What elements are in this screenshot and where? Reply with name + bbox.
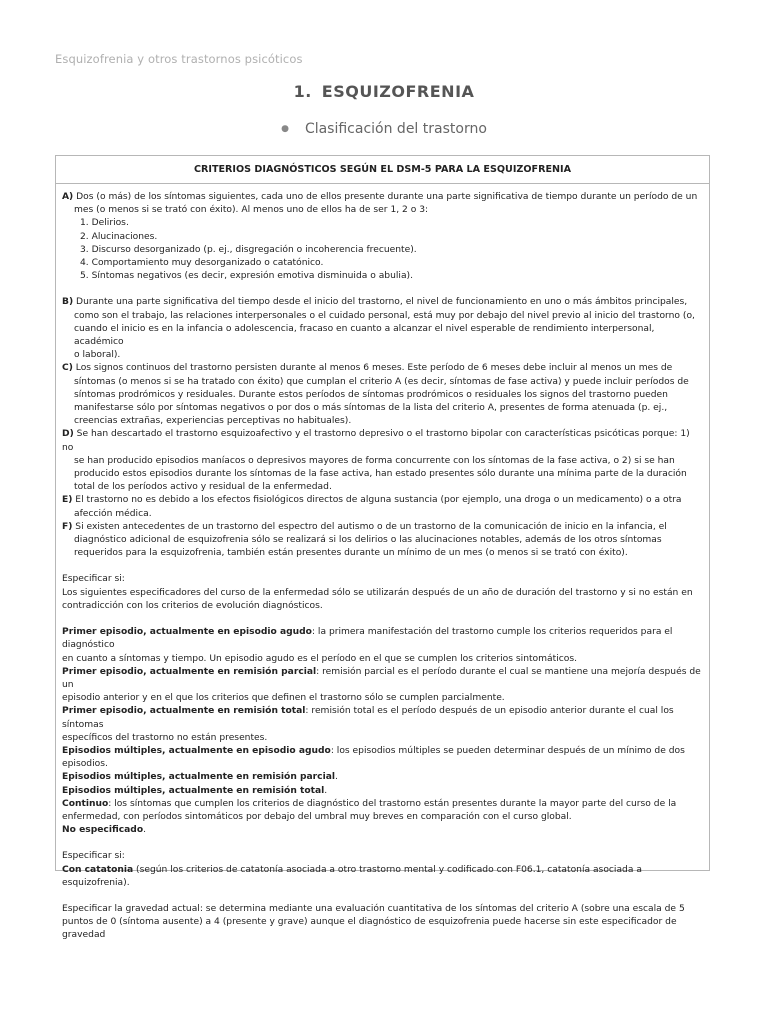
specifier-text: enfermedad, con períodos sintomáticos por debajo del umbral muy breves en comparación con el curso global. — [62, 811, 572, 822]
criterion-letter: B) — [62, 297, 74, 308]
specifier-text: : los episodios múltiples se pueden determinar después de un mínimo de dos — [330, 745, 685, 756]
paragraph-line: contradicción con los criterios de evolución diagnósticos. — [62, 600, 323, 611]
specifier-text: . — [335, 772, 338, 783]
specifier-term: Primer episodio, actualmente en remisión total — [62, 706, 306, 717]
criterion-f — [62, 521, 703, 561]
criteria-table-header: CRITERIOS DIAGNÓSTICOS SEGÚN EL DSM-5 PARA LA ESQUIZOFRENIA — [56, 156, 709, 184]
course-specifier — [62, 798, 703, 811]
criterion-letter: D) — [62, 429, 74, 440]
course-specifier — [62, 785, 703, 798]
course-specifiers — [62, 626, 703, 837]
specifier-text: . — [143, 825, 146, 836]
criterion-a — [62, 191, 703, 283]
specifier-catatonia — [62, 850, 703, 890]
chapter-title — [0, 82, 768, 101]
criteria-table — [55, 155, 710, 941]
list-item: 3. Discurso desorganizado (p. ej., disgregación o incoherencia frecuente). — [80, 244, 417, 255]
specifier-term: Episodios múltiples, actualmente en episodio agudo — [62, 745, 331, 756]
course-specifier — [62, 626, 703, 652]
chapter-title-text: ESQUIZOFRENIA — [321, 82, 475, 101]
specifier-text: : remisión total es el período después de un episodio anterior durante el cual los síntomas — [62, 706, 674, 730]
list-item: 2. Alucinaciones. — [80, 231, 158, 242]
criterion-text: creencias extrañas, experiencias perceptivas no habituales). — [74, 416, 352, 427]
specifier-text: específicos del trastorno no están presentes. — [62, 732, 268, 743]
criterion-text: como son el trabajo, las relaciones interpersonales o el cuidado personal, está muy por debajo del nivel previo al inicio del trastorno (o, — [74, 310, 695, 321]
criterion-text: producido estos episodios durante los síntomas de la fase activa, han estado presentes sólo durante una mínima parte de la duración — [74, 469, 687, 480]
criterion-text: Dos (o más) de los síntomas siguientes, cada uno de ellos presente durante una parte significativa de tiempo durante un período de un — [73, 192, 698, 202]
course-specifier — [62, 824, 703, 837]
criterion-text: requeridos para la esquizofrenia, también están presentes durante un mínimo de un mes (o menos si se trató con éxito). — [74, 548, 628, 559]
criterion-text: mes (o menos si se trató con éxito). Al menos uno de ellos ha de ser 1, 2 o 3: — [74, 205, 429, 216]
criterion-text: afección médica. — [74, 508, 152, 519]
criterion-letter: C) — [62, 363, 73, 374]
criteria-table-body — [56, 184, 709, 943]
criterion-c — [62, 362, 703, 428]
criterion-letter: E) — [62, 495, 73, 506]
criterion-text: cuando el inicio es en la infancia o adolescencia, fracaso en cuanto a alcanzar el nivel esperable de rendimiento interpersonal, académico — [74, 323, 655, 348]
list-item: 1. Delirios. — [80, 218, 129, 229]
criterion-text: Durante una parte significativa del tiempo desde el inicio del trastorno, el nivel de funcionamiento en uno o más ámbitos principales, — [73, 297, 688, 308]
course-specifier — [62, 705, 703, 731]
criterion-text: o laboral). — [74, 350, 121, 361]
criterion-text: Se han descartado el trastorno esquizoafectivo y el trastorno depresivo o el trastorno bipolar con características psicóticas porque: 1) no — [62, 429, 690, 453]
criterion-text: Los signos continuos del trastorno persisten durante al menos 6 meses. Este período de 6 meses debe incluir al menos un mes de — [72, 363, 673, 374]
course-specifier — [62, 745, 703, 758]
section-heading — [0, 121, 768, 137]
paragraph-line: puntos de 0 (síntoma ausente) a 4 (presente y grave) aunque el diagnóstico de esquizofrenia puede hacerse sin este especificador de — [62, 917, 677, 928]
paragraph-line: Los siguientes especificadores del curso de la enfermedad sólo se utilizarán después de un año de duración del trastorno y si no están en — [62, 587, 693, 598]
course-specifier — [62, 771, 703, 784]
severity-specifier — [62, 903, 703, 943]
criterion-text: síntomas (o menos si se ha tratado con éxito) que cumplan el criterio A (es decir, síntomas de fase activa) y puede incluir períodos de — [74, 376, 689, 387]
paragraph-line: Especificar la gravedad actual: se determina mediante una evaluación cuantitativa de los síntomas del criterio A (sobre una escala de 5 — [62, 903, 685, 914]
specifier-text: (según los criterios de catatonía asociada a otro trastorno mental y codificado con F06.1, catatonía asociada a esquizofrenia). — [62, 864, 642, 888]
criterion-text: total de los períodos activo y residual de la enfermedad. — [74, 482, 332, 493]
course-specifier — [62, 864, 703, 890]
criterion-text: El trastorno no es debido a los efectos fisiológicos directos de alguna sustancia (por ejemplo, una droga o un medicamento) o a otra — [72, 495, 682, 506]
specifier-course-intro — [62, 573, 703, 613]
specifier-term: Episodios múltiples, actualmente en remisión parcial — [62, 772, 336, 783]
course-specifier — [62, 666, 703, 692]
criterion-b — [62, 296, 703, 362]
specifier-text: : la primera manifestación del trastorno cumple los criterios requeridos para el diagnóstico — [62, 627, 673, 651]
specifier-term: Primer episodio, actualmente en remisión parcial — [62, 666, 317, 677]
chapter-number: 1. — [293, 82, 312, 101]
specifier-text: en cuanto a síntomas y tiempo. Un episodio agudo es el período en el que se cumplen los criterios sintomáticos. — [62, 653, 577, 664]
bullet-icon: ● — [281, 124, 289, 134]
specifier-term: Episodios múltiples, actualmente en remisión total — [62, 785, 325, 796]
criterion-d — [62, 428, 703, 494]
criterion-e — [62, 494, 703, 520]
criterion-text: Si existen antecedentes de un trastorno del espectro del autismo o de un trastorno de la comunicación de inicio en la infancia, el — [72, 521, 667, 532]
criterion-letter: F) — [62, 521, 73, 532]
specifier-text: : los síntomas que cumplen los criterios de diagnóstico del trastorno están presentes durante la mayor parte del curso de la — [108, 798, 677, 809]
criterion-text: síntomas prodrómicos y residuales. Durante estos períodos de síntomas prodrómicos o residuales los signos del trastorno pueden — [74, 389, 668, 400]
specifier-term: Primer episodio, actualmente en episodio agudo — [62, 627, 312, 638]
specifier-text: : remisión parcial es el período durante el cual se mantiene una mejoría después de un — [62, 666, 701, 690]
criterion-letter: A) — [62, 192, 74, 202]
specifier-heading: Especificar si: — [62, 851, 125, 862]
list-item: 4. Comportamiento muy desorganizado o catatónico. — [80, 258, 324, 269]
specifier-text: episodio anterior y en el que los criterios que definen el trastorno sólo se cumplen parcialmente. — [62, 693, 505, 704]
section-title: Clasificación del trastorno — [304, 121, 487, 137]
specifier-term: No especificado — [62, 825, 144, 836]
specifier-term: Continuo — [62, 798, 109, 809]
criterion-text: se han producido episodios maníacos o depresivos mayores de forma concurrente con los síntomas de la fase activa, o 2) si se han — [74, 455, 675, 466]
criterion-text: manifestarse sólo por síntomas negativos o por dos o más síntomas de la lista del criterio A, presentes de forma atenuada (p. ej., — [74, 403, 668, 414]
specifier-text: episodios. — [62, 759, 108, 770]
paragraph-line: gravedad — [62, 930, 106, 941]
running-head: Esquizofrenia y otros trastornos psicóticos — [55, 52, 303, 66]
criterion-text: diagnóstico adicional de esquizofrenia sólo se realizará si los delirios o las alucinaciones notables, además de los otros síntomas — [74, 535, 662, 546]
specifier-heading: Especificar si: — [62, 574, 125, 585]
list-item: 5. Síntomas negativos (es decir, expresión emotiva disminuida o abulia). — [80, 271, 414, 282]
specifier-text: . — [324, 785, 328, 796]
specifier-term: Con catatonia — [62, 864, 134, 875]
